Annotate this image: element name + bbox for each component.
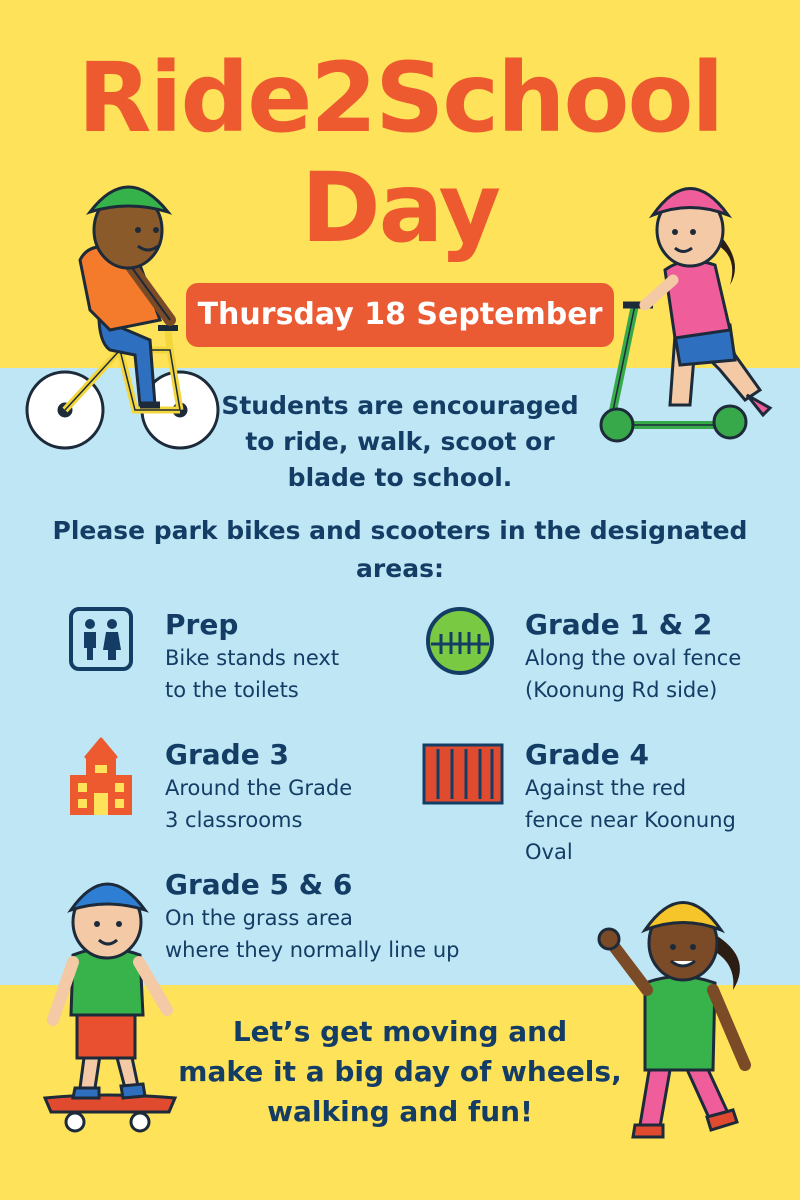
red-fence-icon xyxy=(422,743,504,805)
area-detail: Along the oval fence xyxy=(525,646,742,670)
area-heading: Grade 4 xyxy=(525,738,649,771)
area-heading: Grade 5 & 6 xyxy=(165,868,353,901)
closing-line: walking and fun! xyxy=(267,1095,533,1128)
intro-text xyxy=(215,388,585,496)
oval-fence-icon xyxy=(425,606,495,676)
area-detail: Around the Grade xyxy=(165,776,353,800)
area-detail: (Koonung Rd side) xyxy=(525,678,718,702)
intro-line: blade to school. xyxy=(287,463,513,492)
area-prep xyxy=(165,608,339,706)
title-line-2: Day xyxy=(300,152,500,264)
girl-on-scooter-illustration xyxy=(595,160,795,450)
area-grade-5-6 xyxy=(165,868,459,966)
intro-line: Students are encouraged xyxy=(221,391,579,420)
area-detail: 3 classrooms xyxy=(165,808,303,832)
area-detail: where they normally line up xyxy=(165,938,460,962)
date-badge: Thursday 18 September xyxy=(186,283,614,347)
toilet-icon xyxy=(68,606,134,672)
parking-instruction xyxy=(40,512,760,588)
area-grade-3 xyxy=(165,738,352,836)
area-grade-4 xyxy=(525,738,736,868)
boy-riding-bike-illustration xyxy=(10,160,225,460)
closing-line: make it a big day of wheels, xyxy=(178,1055,622,1088)
title-line-1: Ride2School xyxy=(77,42,723,154)
instruction-line: Please park bikes and scooters in the designated xyxy=(52,516,748,545)
area-detail: fence near Koonung xyxy=(525,808,736,832)
area-detail: Against the red xyxy=(525,776,687,800)
intro-line: to ride, walk, scoot or xyxy=(245,427,555,456)
instruction-line: areas: xyxy=(356,554,444,583)
boy-on-skateboard-illustration xyxy=(35,860,185,1140)
area-detail: Bike stands next xyxy=(165,646,340,670)
area-heading: Grade 1 & 2 xyxy=(525,608,713,641)
area-grade-1-2 xyxy=(525,608,741,706)
area-detail: to the toilets xyxy=(165,678,299,702)
school-building-icon xyxy=(66,735,136,819)
area-heading: Grade 3 xyxy=(165,738,289,771)
area-heading: Prep xyxy=(165,608,239,641)
closing-line: Let’s get moving and xyxy=(232,1015,568,1048)
area-detail: Oval xyxy=(525,840,573,864)
closing-message xyxy=(170,1012,630,1132)
area-detail: On the grass area xyxy=(165,906,353,930)
